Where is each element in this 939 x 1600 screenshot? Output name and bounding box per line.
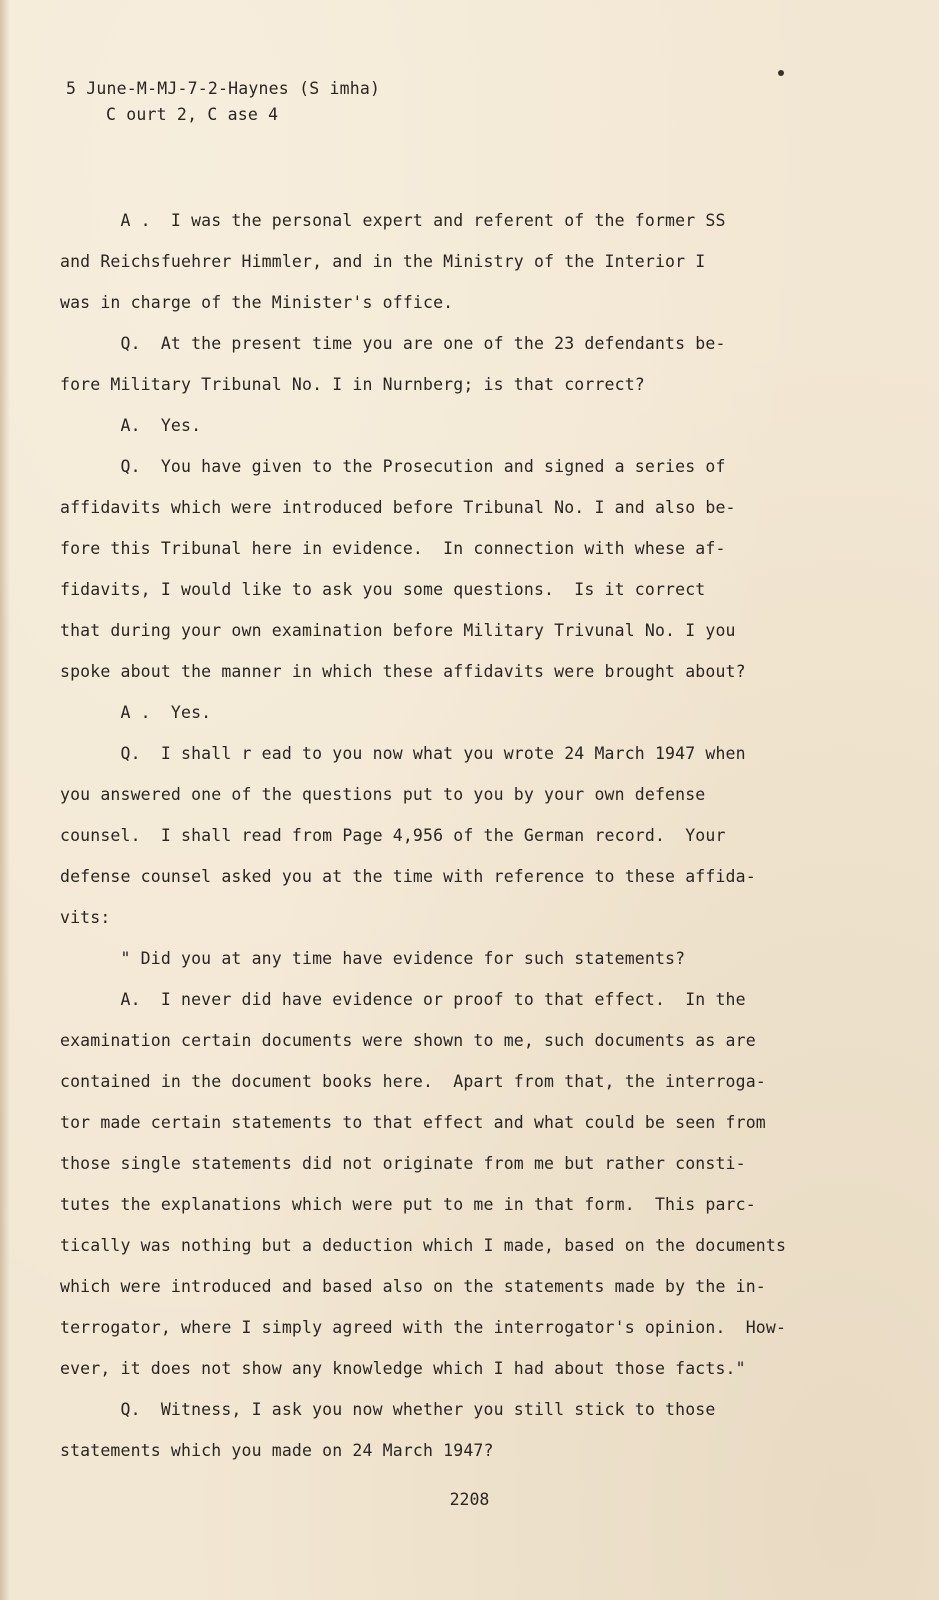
transcript-line: Q. At the present time you are one of the 23 defendants be- — [60, 334, 726, 353]
header-session-line: 5 June-M-MJ-7-2-Haynes (S imha) — [66, 79, 381, 98]
transcript-line: A . Yes. — [60, 703, 212, 722]
transcript-line: tically was nothing but a deduction which I made, based on the documents — [60, 1236, 787, 1255]
transcript-line: A. Yes. — [60, 416, 202, 435]
transcript-header — [66, 76, 380, 128]
transcript-line: that during your own examination before Military Trivunal No. I you — [60, 621, 736, 640]
transcript-line: those single statements did not originate from me but rather consti- — [60, 1154, 746, 1173]
transcript-line: and Reichsfuehrer Himmler, and in the Ministry of the Interior I — [60, 252, 706, 271]
transcript-line: contained in the document books here. Apart from that, the interroga- — [60, 1072, 766, 1091]
page-edge-shadow — [0, 0, 10, 1600]
transcript-line: was in charge of the Minister's office. — [60, 293, 454, 312]
transcript-line: which were introduced and based also on the statements made by the in- — [60, 1277, 766, 1296]
transcript-line: vits: — [60, 908, 111, 927]
transcript-line: " Did you at any time have evidence for such statements? — [60, 949, 686, 968]
transcript-line: A. I never did have evidence or proof to that effect. In the — [60, 990, 746, 1009]
page-number: 2208 — [449, 1490, 490, 1509]
transcript-line: tor made certain statements to that effect and what could be seen from — [60, 1113, 766, 1132]
header-court-line: C ourt 2, C ase 4 — [106, 105, 279, 124]
transcript-line: Q. You have given to the Prosecution and signed a series of — [60, 457, 726, 476]
transcript-line: fidavits, I would like to ask you some questions. Is it correct — [60, 580, 706, 599]
transcript-line: Q. Witness, I ask you now whether you still stick to those — [60, 1400, 716, 1419]
transcript-line: defense counsel asked you at the time with reference to these affida- — [60, 867, 756, 886]
transcript-line: A . I was the personal expert and referent of the former SS — [60, 211, 726, 230]
transcript-line: tutes the explanations which were put to me in that form. This parc- — [60, 1195, 756, 1214]
transcript-line: terrogator, where I simply agreed with the interrogator's opinion. How- — [60, 1318, 787, 1337]
transcript-line: fore Military Tribunal No. I in Nurnberg; is that correct? — [60, 375, 645, 394]
transcript-line: you answered one of the questions put to you by your own defense — [60, 785, 706, 804]
transcript-line: fore this Tribunal here in evidence. In connection with whese af- — [60, 539, 726, 558]
transcript-line: affidavits which were introduced before Tribunal No. I and also be- — [60, 498, 736, 517]
transcript-line: examination certain documents were shown to me, such documents as are — [60, 1031, 756, 1050]
transcript-line: spoke about the manner in which these affidavits were brought about? — [60, 662, 746, 681]
ink-dot — [778, 70, 784, 76]
transcript-line: statements which you made on 24 March 1947? — [60, 1441, 494, 1460]
transcript-body — [60, 200, 820, 1471]
transcript-line: counsel. I shall read from Page 4,956 of the German record. Your — [60, 826, 726, 845]
transcript-line: ever, it does not show any knowledge which I had about those facts." — [60, 1359, 746, 1378]
transcript-line: Q. I shall r ead to you now what you wrote 24 March 1947 when — [60, 744, 746, 763]
